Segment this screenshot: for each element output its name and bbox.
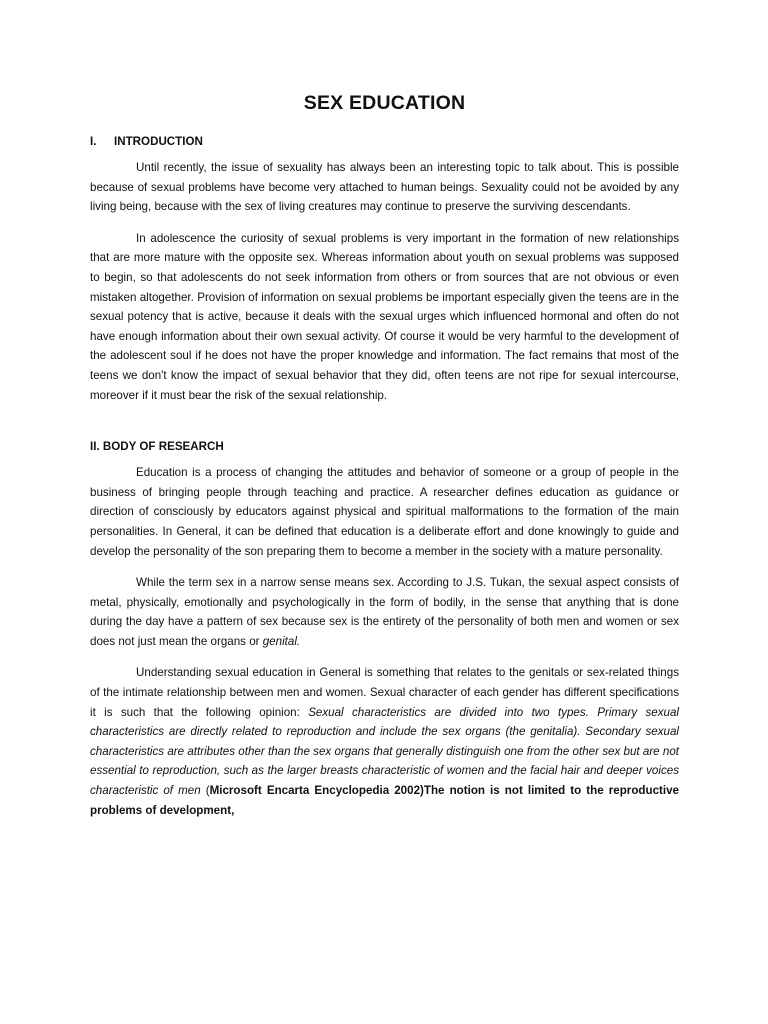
citation: Microsoft Encarta Encyclopedia 2002)The notion is not limited to the reproductive problems of development,	[90, 784, 679, 817]
paragraph	[90, 573, 679, 651]
document-title: SEX EDUCATION	[303, 92, 466, 114]
paragraph-text: While the term sex in a narrow sense means sex. According to J.S. Tukan, the sexual aspect consists of metal, physically, emotionally and psychologically in the form of bodily, in the sense that anything that is done during the day have a pattern of sex because sex is the entirety of the personality of both men and women or sex does not just mean the organs or	[90, 576, 679, 648]
paragraph-text: Understanding sexual education in General is something that relates to the genitals or sex-related things of the intimate relationship between men and women. Sexual character of each gender has different specifications it is such that the following opinion:	[90, 666, 679, 719]
paragraph: In adolescence the curiosity of sexual problems is very important in the formation of new relationships that are more mature with the opposite sex. Whereas information about youth on sexual problems was supposed to begin, so that adolescents do not seek information from others or from sources that are not obvious or even mistaken altogether. Provision of information on sexual problems be important especially given the teens are in the sexual potency that is active, because it deals with the sexual urges which influenced hormonal and often do not have enough information about their own sexual activity. Of course it would be very harmful to the development of the adolescent soul if he does not have the proper knowledge and information. The fact remains that most of the teens we don't know the impact of sexual behavior that they did, often teens are not ripe for sexual intercourse, moreover if it must bear the risk of the sexual relationship.	[90, 231, 679, 402]
section-spacer	[90, 417, 679, 440]
paragraph: Education is a process of changing the attitudes and behavior of someone or a group of people in the business of bringing people through teaching and practice. A researcher defines education as guidance or direction of consciously by educators against physical and spiritual malformations to the formation of the main personalities. In General, it can be defined that education is a deliberate effort and done knowingly to guide and develop the personality of the son preparing them to become a member in the society with a mature personality.	[90, 466, 679, 558]
italic-quotation: Sexual characteristics are divided into two types. Primary sexual characteristics are directly related to reproduction and include the sex organs (the genitalia). Secondary sexual characteristics are attributes other than the sex organs that generally distinguish one from the other sex but are not essential to reproduction, such as the larger breasts characteristic of women and the facial hair and deeper voices characteristic of men	[90, 705, 680, 798]
paragraph	[90, 663, 679, 820]
italic-term: genital.	[262, 634, 301, 648]
section-heading-text: INTRODUCTION	[114, 135, 203, 148]
section-number: I.	[90, 135, 97, 148]
paragraph: Until recently, the issue of sexuality has always been an interesting topic to talk about. This is possible because of sexual problems have become very attached to human beings. Sexuality could not be avoided by any living being, because with the sex of living creatures may continue to preserve the surviving descendants.	[90, 161, 679, 214]
section-heading-introduction	[90, 135, 679, 148]
paragraph-text: (	[200, 784, 210, 798]
section-heading-body-of-research: II. BODY OF RESEARCH	[90, 440, 224, 454]
